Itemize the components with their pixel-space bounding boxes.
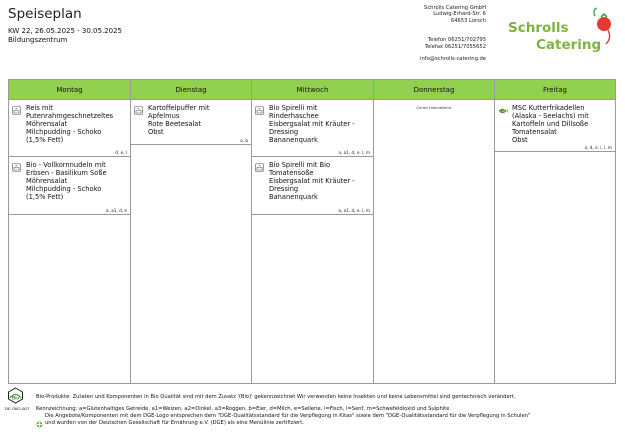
meal-entry	[495, 100, 615, 152]
company-logo	[500, 4, 618, 62]
day-header: Donnerstag	[374, 80, 494, 100]
meal-line: Milchpudding - Schoko	[26, 185, 102, 194]
day-column-mittwoch	[251, 80, 373, 383]
meal-line: Erbsen - Basilikum Soße	[26, 169, 107, 178]
meal-entry	[252, 157, 373, 215]
holiday-note: Christi Himmelfahrt	[416, 106, 452, 110]
logo-word-1: Schrolls	[508, 20, 569, 36]
company-city: 64653 Lorsch	[450, 17, 486, 24]
company-address	[380, 5, 486, 62]
meal-line: (1,5% Fett)	[26, 193, 64, 202]
meal-line: Dressing	[269, 185, 299, 194]
meal-line: Kartoffeln und Dillsoße	[512, 120, 589, 129]
meal-line: Milchpudding - Schoko	[26, 128, 102, 137]
meal-description	[26, 161, 126, 201]
meal-line: Obst	[148, 128, 164, 137]
pot-icon	[255, 163, 264, 172]
company-street: Ludwig-Erhard-Str. 6	[433, 11, 486, 18]
meal-entry	[252, 100, 373, 157]
meal-line: MSC Kutterfrikadellen	[512, 104, 585, 112]
meal-line: Bananenquark	[269, 136, 318, 145]
meal-entry	[131, 100, 251, 145]
day-header: Dienstag	[131, 80, 251, 100]
meal-line: Tomatensalat	[512, 128, 557, 137]
company-email[interactable]: info@schrolls-catering.de	[420, 56, 486, 63]
meal-line: (1,5% Fett)	[26, 136, 64, 145]
meal-line: Bananenquark	[269, 193, 318, 202]
meal-description	[269, 104, 369, 144]
meal-line: Eisbergsalat mit Kräuter -	[269, 120, 355, 129]
meal-line: Rote Beetesalat	[148, 120, 202, 129]
page-title: Speiseplan	[8, 6, 82, 22]
bio-note: Bio-Produkte: Zutaten und Komponenten in Bio Qualität sind mit dem Zusatz '(Bio)' gekennzeichnet Wir verwenden keine Insekten und keine Lebensmittel sind gentechnisch verändert.	[36, 394, 516, 400]
day-header: Montag	[9, 80, 130, 100]
allergen-codes: d, e, l	[115, 150, 127, 155]
allergen-codes: a, a1, d, e, l, m	[338, 150, 370, 155]
meal-line: Bio - Vollkornnudeln mit	[26, 161, 106, 169]
meal-description	[512, 104, 611, 144]
location-name: Bildungszentrum	[8, 36, 68, 44]
company-name: Schrolls Catering GmbH	[424, 5, 486, 11]
meal-line: Putenrahmgeschnetzeltes	[26, 112, 114, 121]
meal-line: (Alaska - Seelachs) mit	[512, 112, 589, 121]
day-column-dienstag	[130, 80, 251, 383]
dge-note-1: Die Angebote/Komponenten mit dem DGE-Logo entsprechen dem "DGE-Qualitätsstandard für die Verpflegung in Kitas" sowie dem "DGE-Qualitätsstandard für die Verpflegung in Schulen"	[45, 413, 531, 419]
company-fax: Telefax 06251/7055652	[424, 43, 486, 50]
meal-line: Obst	[512, 136, 528, 145]
meal-entry	[9, 100, 130, 157]
fish-icon	[498, 106, 507, 115]
menu-grid	[8, 79, 616, 384]
meal-line: Dressing	[269, 128, 299, 137]
meal-line: Möhrensalat	[26, 120, 68, 129]
pot-icon	[134, 106, 143, 115]
day-column-montag	[9, 80, 130, 383]
day-column-freitag	[494, 80, 615, 383]
meal-line: Apfelmus	[148, 112, 180, 121]
day-header: Freitag	[495, 80, 615, 100]
dge-note-2: und wurden von der Deutschen Gesellschaft für Ernährung e.V. (DGE) als eine Menülinie zertifiziert.	[45, 420, 304, 426]
allergen-codes: a, d, e, i, l, m	[584, 145, 612, 150]
bio-seal-icon	[7, 387, 24, 404]
meal-entry	[9, 157, 130, 215]
week-range: KW 22, 26.05.2025 - 30.05.2025	[8, 27, 122, 35]
company-phone: Telefon 06251/702795	[427, 37, 486, 44]
meal-description	[26, 104, 126, 144]
meal-line: Möhrensalat	[26, 177, 68, 186]
dge-logo-icon	[36, 413, 43, 420]
allergen-key: Kennzeichnung: a=Glutenhaltiges Getreide, a1=Weizen, a2=Dinkel, a3=Roggen, b=Eier, d=Milch, e=Sellerie, i=Fisch, l=Senf, m=Schwefeldioxid und Sulphite	[36, 406, 450, 412]
meal-line: Reis mit	[26, 104, 53, 112]
meal-line: Rinderhaschee	[269, 112, 319, 121]
meal-line: Kartoffelpuffer mit	[148, 104, 210, 112]
logo-word-2: Catering	[536, 37, 602, 53]
allergen-codes: a, b	[240, 138, 248, 143]
meal-description	[148, 104, 247, 136]
day-header: Mittwoch	[252, 80, 373, 100]
allergen-codes: a, a1, d, e	[105, 208, 127, 213]
bio-control-code: DE-ÖKO-007	[5, 406, 30, 411]
meal-line: Tomatensoße	[269, 169, 314, 178]
pot-icon	[255, 106, 264, 115]
meal-line: Bio Spirelli mit Bio	[269, 161, 331, 169]
day-column-donnerstag	[373, 80, 494, 383]
pot-icon	[12, 106, 21, 115]
allergen-codes: a, a1, d, e, l, m	[338, 208, 370, 213]
meal-line: Bio Spirelli mit	[269, 104, 318, 112]
meal-line: Eisbergsalat mit Kräuter -	[269, 177, 355, 186]
bio-seal-text: Bio	[11, 396, 20, 402]
meal-description	[269, 161, 369, 201]
pot-icon	[12, 163, 21, 172]
